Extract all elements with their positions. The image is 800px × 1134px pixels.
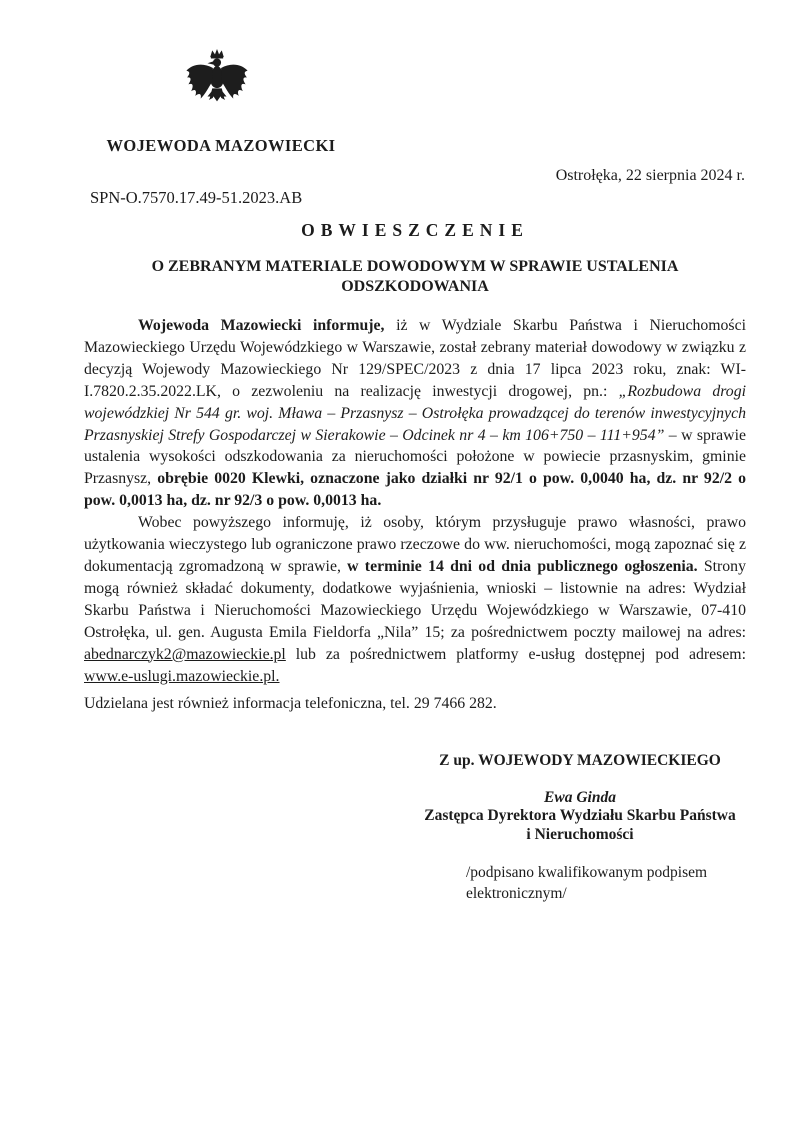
text-run: „Rozbudowa drogi wojewódzkiej Nr 544 gr. woj. Mława – Przasnysz – Ostrołęka prowadzącej do terenów inwestycyjnych Przasnyskiej Strefy Gospodarczej w Sierakowie – Odcinek nr 4 – km 106+750 – 111+954” [84,382,746,444]
subtitle-line-1: O ZEBRANYM MATERIALE DOWODOWYM W SPRAWIE USTALENIA [151,258,679,275]
text-run: w terminie 14 dni od dnia publicznego ogłoszenia. [347,557,698,575]
polish-eagle-icon [183,42,251,128]
document-title: OBWIESZCZENIE [301,220,529,240]
signatory-title-line-1: Zastępca Dyrektora Wydziału Skarbu Państwa [424,807,736,824]
case-reference-number: SPN-O.7570.17.49-51.2023.AB [90,188,303,207]
electronic-signature-note [466,863,736,904]
text-run: iż w Wydziale Skarbu Państwa i Nieruchomości Mazowieckiego Urzędu Wojewódzkiego w Warszawie, został zebrany materiał dowodowy w związku z decyzją Wojewody Mazowieckiego Nr 129/SPEC/2023 z dnia 17 lipca 2023 roku, znak: WI-I.7820.2.35.2022.LK, o zezwoleniu na realizację inwestycji drogowej, pn.: [84,317,746,400]
text-run: obrębie 0020 Klewki, oznaczone jako działki nr 92/1 o pow. 0,0040 ha, dz. nr 92/2 o pow. 0,0013 ha, dz. nr 92/3 o pow. 0,0013 ha. [84,470,746,510]
text-run: Wobec powyższego informuję, iż osoby, którym przysługuje prawo własności, prawo użytkowania wieczystego lub ograniczone prawo rzeczowe do ww. nieruchomości, mogą zapoznać się z dokumentacją zgromadzoną w sprawie, [84,514,746,575]
place-and-date: Ostrołęka, 22 sierpnia 2024 r. [555,167,745,184]
email-link[interactable]: abednarczyk2@mazowieckie.pl [84,645,286,663]
signatory-title-line-2: i Nieruchomości [526,825,634,843]
issuing-office: WOJEWODA MAZOWIECKI [106,136,336,155]
signatory-name: Ewa Ginda [544,789,616,806]
paragraph [84,512,746,687]
signatory-title [418,807,742,844]
signature-authority: Z up. WOJEWODY MAZOWIECKIEGO [439,752,721,769]
e-note-line-1: /podpisano kwalifikowanym podpisem [466,864,708,881]
signature-block [418,752,742,844]
coat-of-arms [183,42,251,128]
paragraph [84,693,746,715]
text-run: Wojewoda Mazowiecki informuje, [138,317,385,334]
body-text [84,315,746,715]
e-note-line-2: elektronicznym/ [466,884,567,902]
text-run: Udzielana jest również informacja telefoniczna, tel. 29 7466 282. [84,695,497,713]
text-run: Strony mogą również składać dokumenty, dodatkowe wyjaśnienia, wnioski – listownie na adres: Wydział Skarbu Państwa i Nieruchomości Mazowieckiego Urzędu Wojewódzkiego w Warszawie, 07-410 Ostrołęka, ul. gen. Augusta Emila Fieldorfa „Nila” 15; za pośrednictwem poczty mailowej na adres: [84,557,746,641]
document-subtitle [84,257,746,296]
text-run: – w sprawie ustalenia wysokości odszkodowania za nieruchomości położone w powiecie przasnyskim, gminie Przasnysz, [84,426,746,488]
paragraph [84,315,746,512]
text-run: lub za pośrednictwem platformy e-usług dostępnej pod adresem: [285,645,746,663]
subtitle-line-2: ODSZKODOWANIA [341,277,489,295]
website-link[interactable]: www.e-uslugi.mazowieckie.pl. [84,667,280,685]
